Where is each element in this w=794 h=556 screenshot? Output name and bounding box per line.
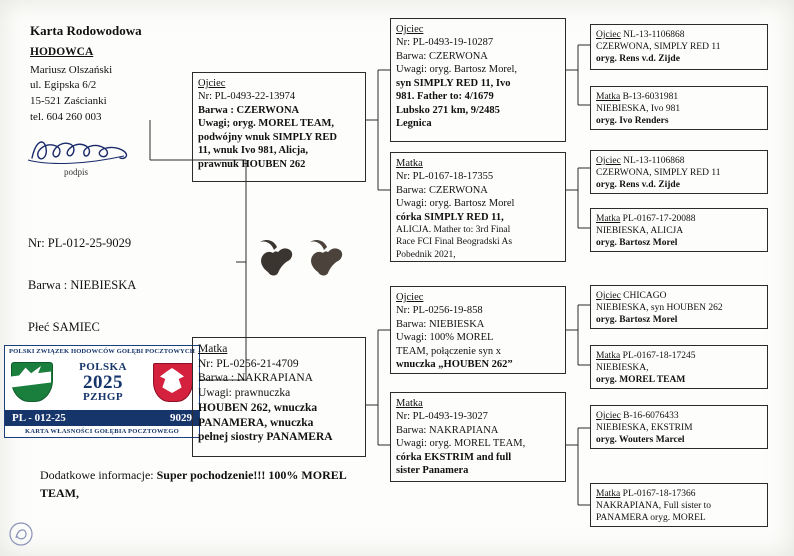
gen1-mother-line-5: pełnej siostry PANAMERA <box>198 431 333 444</box>
gen3-box-6-id: PL-0167-18-17245 <box>622 351 696 361</box>
gen1-mother-box <box>192 337 366 457</box>
gen2-box-2-line-1: Barwa: CZERWONA <box>396 184 488 196</box>
gen3-box-5-role: Ojciec <box>596 291 621 301</box>
subject-ring-number: Nr: PL-012-25-9029 <box>28 236 132 250</box>
gen2-box-3-line-0: Nr: PL-0256-19-858 <box>396 305 483 317</box>
gen3-box-7-role: Ojciec <box>596 411 621 421</box>
gen1-father-box <box>192 72 366 182</box>
gen3-box-4-role: Matka <box>596 214 621 224</box>
gen3-box-5 <box>590 285 768 329</box>
signature <box>30 132 190 178</box>
breeder-name: Mariusz Olszański <box>30 63 113 76</box>
gen2-box-3-line-4: wnuczka „HOUBEN 262” <box>396 359 513 371</box>
gen3-box-4 <box>590 208 768 252</box>
gen1-father-line-4: 11, wnuk Ivo 981, Alicja, <box>198 145 308 157</box>
gen3-box-2-line-1: oryg. Ivo Renders <box>596 116 669 127</box>
gen3-box-6-line-1: oryg. MOREL TEAM <box>596 375 686 386</box>
breeder-label: HODOWCA <box>30 45 94 58</box>
additional-info-text: Super pochodzenie!!! 100% MOREL TEAM, <box>40 468 347 500</box>
ownership-card <box>4 345 200 438</box>
gen1-mother-line-1: Barwa : NAKRAPIANA <box>198 372 313 385</box>
gen2-box-4-role: Matka <box>396 398 423 409</box>
gen1-father-line-5: prawnuk HOUBEN 262 <box>198 158 306 170</box>
gen2-box-1-line-1: Barwa: CZERWONA <box>396 50 488 62</box>
gen2-box-3-role: Ojciec <box>396 292 424 303</box>
card-country-year <box>79 362 127 403</box>
gen3-box-4-line-0: NIEBIESKA, ALICJA <box>596 226 684 237</box>
country-label: POLSKA <box>79 360 127 373</box>
gen3-box-5-line-0: NIEBIESKA, syn HOUBEN 262 <box>596 303 723 314</box>
gen2-box-1-line-5: Lubsko 271 km, 9/2485 <box>396 104 500 116</box>
gen2-box-2-line-4: ALICJA. Mather to: 3rd Final <box>396 225 511 236</box>
breeder-street: ul. Egipska 6/2 <box>30 79 97 92</box>
stamp-mark <box>6 518 40 550</box>
gen2-box-3-line-3: TEAM, połączenie syn x <box>396 345 501 357</box>
gen2-box-4-line-3: córka EKSTRIM and full <box>396 451 512 463</box>
additional-info <box>40 466 370 502</box>
gen3-box-6-role: Matka <box>596 351 621 361</box>
gen2-box-1-line-3: syn SIMPLY RED 11, Ivo <box>396 77 511 89</box>
gen2-box-2-line-3: córka SIMPLY RED 11, <box>396 211 504 223</box>
gen2-box-3-line-1: Barwa: NIEBIESKA <box>396 318 485 330</box>
gen3-box-2-line-0: NIEBIESKA, Ivo 981 <box>596 104 681 115</box>
gen3-box-8-line-0: NAKRAPIANA, Full sister to <box>596 501 712 512</box>
gen3-box-1-role: Ojciec <box>596 30 621 40</box>
gen3-box-1-line-0: CZERWONA, SIMPLY RED 11 <box>596 42 721 53</box>
gen3-box-3-id: NL-13-1106868 <box>623 156 685 166</box>
gen2-box-2-line-2: Uwagi: oryg. Bartosz Morel <box>396 198 515 210</box>
gen1-mother-role: Matka <box>198 343 228 355</box>
gen3-box-4-id: PL-0167-17-20088 <box>622 214 696 224</box>
gen2-box-3 <box>390 286 566 374</box>
gen2-box-1 <box>390 18 566 142</box>
gen3-box-6 <box>590 345 768 389</box>
gen2-box-2-role: Matka <box>396 158 423 169</box>
gen1-father-line-0: Nr: PL-0493-22-13974 <box>198 91 296 103</box>
gen2-box-1-line-2: Uwagi: oryg. Bartosz Morel, <box>396 64 518 76</box>
gen3-box-5-id: CHICAGO <box>623 291 667 301</box>
gen2-box-2 <box>390 152 566 262</box>
gen2-box-3-line-2: Uwagi: 100% MOREL <box>396 332 494 344</box>
association-name: POLSKI ZWIĄZEK HODOWCÓW GOŁĘBI POCZTOWYCH <box>9 348 195 355</box>
gen3-box-8-role: Matka <box>596 489 621 499</box>
gen3-box-3-line-0: CZERWONA, SIMPLY RED 11 <box>596 168 721 179</box>
pigeon-photos <box>250 232 346 284</box>
gen3-box-7-line-1: oryg. Wouters Marcel <box>596 435 685 446</box>
pigeon-crest-icon <box>9 360 55 404</box>
card-footer-text: KARTA WŁASNOŚCI GOŁĘBIA POCZTOWEGO <box>24 428 180 435</box>
gen2-box-2-line-6: Pobednik 2021, <box>396 249 456 260</box>
gen2-box-4 <box>390 392 566 482</box>
gen3-box-8-id: PL-0167-18-17366 <box>622 489 696 499</box>
gen3-box-7-id: B-16-6076433 <box>623 411 679 421</box>
gen3-box-7 <box>590 405 768 449</box>
subject-sex: Płeć SAMIEC <box>28 320 100 334</box>
gen1-mother-line-3: HOUBEN 262, wnuczka <box>198 401 318 414</box>
eagle-emblem-icon <box>151 361 195 403</box>
gen3-box-1-line-1: oryg. Rens v.d. Zijde <box>596 54 680 65</box>
gen2-box-4-line-0: Nr: PL-0493-19-3027 <box>396 411 488 423</box>
signature-caption: podpis <box>64 167 89 178</box>
gen1-father-line-1: Barwa : CZERWONA <box>198 104 300 116</box>
gen1-father-role: Ojciec <box>198 78 226 89</box>
gen3-box-4-line-1: oryg. Bartosz Morel <box>596 238 678 249</box>
gen2-box-1-line-6: Legnica <box>396 118 432 130</box>
gen2-box-4-line-1: Barwa: NAKRAPIANA <box>396 424 499 436</box>
gen1-father-line-3: podwójny wnuk SIMPLY RED <box>198 131 337 143</box>
gen2-box-2-line-0: Nr: PL-0167-18-17355 <box>396 171 494 183</box>
org-label: PZHGP <box>83 390 123 403</box>
subject-color: Barwa : NIEBIESKA <box>28 278 137 292</box>
gen2-box-1-role: Ojciec <box>396 24 424 35</box>
gen3-box-2 <box>590 86 768 130</box>
gen3-box-8-line-1: PANAMERA oryg. MOREL <box>596 513 706 524</box>
gen3-box-1-id: NL-13-1106868 <box>623 30 685 40</box>
breeder-phone: tel. 604 260 003 <box>30 111 102 124</box>
document-title: Karta Rodowodowa <box>30 23 142 38</box>
additional-info-label: Dodatkowe informacje: <box>40 468 154 482</box>
gen3-box-3-role: Ojciec <box>596 156 621 166</box>
gen3-box-8 <box>590 483 768 527</box>
gen3-box-6-line-0: NIEBIESKA, <box>596 363 649 374</box>
ring-serial: 9029 <box>170 412 192 424</box>
gen3-box-2-id: B-13-6031981 <box>622 92 679 102</box>
gen2-box-4-line-4: sister Panamera <box>396 465 469 477</box>
gen2-box-1-line-0: Nr: PL-0493-19-10287 <box>396 37 494 49</box>
gen3-box-2-role: Matka <box>596 92 621 102</box>
gen3-box-7-line-0: NIEBIESKA, EKSTRIM <box>596 423 693 434</box>
gen2-box-2-line-5: Race FCI Final Beogradski As <box>396 237 513 248</box>
gen2-box-1-line-4: 981. Father to: 4/1679 <box>396 91 494 103</box>
gen1-father-line-2: Uwagi; oryg. MOREL TEAM, <box>198 118 335 130</box>
gen2-box-4-line-2: Uwagi: oryg. MOREL TEAM, <box>396 438 526 450</box>
gen3-box-5-line-1: oryg. Bartosz Morel <box>596 315 678 326</box>
gen3-box-3-line-1: oryg. Rens v.d. Zijde <box>596 180 680 191</box>
year-label: 2025 <box>82 371 123 393</box>
card-emblems <box>5 355 199 410</box>
gen1-mother-line-2: Uwagi: prawnuczka <box>198 387 291 400</box>
gen3-box-3 <box>590 150 768 194</box>
gen3-box-1 <box>590 24 768 70</box>
breeder-block <box>30 22 190 178</box>
gen1-mother-line-0: Nr: PL-0256-21-4709 <box>198 357 299 370</box>
gen1-mother-line-4: PANAMERA, wnuczka <box>198 416 314 429</box>
ring-prefix: PL - 012-25 <box>12 412 66 424</box>
breeder-city: 15-521 Zaścianki <box>30 95 107 108</box>
ring-number-strip <box>5 410 199 426</box>
